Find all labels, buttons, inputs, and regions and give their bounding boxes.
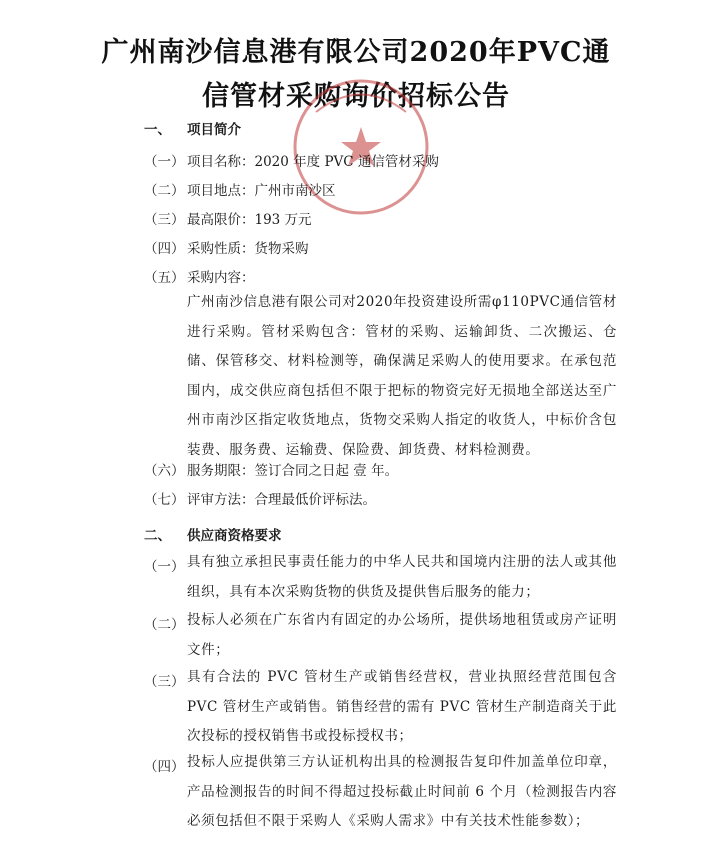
req-3-text: 具有合法的 PVC 管材生产或销售经营权，营业执照经营范围包含 PVC 管材生产或销售。销售经营的需有 PVC 管材生产制造商关于此次投标的授权销售书或投标授权书； (187, 669, 617, 744)
section-2-heading: 供应商资格要求 (187, 528, 282, 544)
req-1-text: 具有独立承担民事责任能力的中华人民共和国境内注册的法人或其他组织，具有本次采购货物的供货及提供售后服务的能力； (187, 554, 617, 600)
req-3-number: （三） (144, 674, 185, 690)
item-project-location: 项目地点：广州市南沙区 (187, 183, 336, 199)
item-1-1-number: （一） (144, 154, 185, 170)
item-service-period: 服务期限：签订合同之日起 壹 年。 (187, 463, 399, 479)
item-project-name: 项目名称：2020 年度 PVC 通信管材采购 (187, 154, 439, 170)
company-seal-stamp (286, 72, 436, 222)
title-line-1: 广州南沙信息港有限公司2020年PVC通 (101, 37, 611, 68)
section-2-number: 二、 (144, 528, 171, 544)
item-procurement-type: 采购性质：货物采购 (187, 241, 309, 257)
req-1-number: （一） (144, 559, 185, 575)
req-4-text: 投标人应提供第三方认证机构出具的检测报告复印件加盖单位印章，产品检测报告的时间不得超过投标截止时间前 6 个月（检测报告内容必须包括但不限于采购人《采购人需求》中有关技术性能参数）； (187, 754, 617, 829)
item-max-price: 最高限价：193 万元 (187, 212, 312, 228)
req-4-number: （四） (144, 759, 185, 775)
title-line-2: 信管材采购询价招标公告 (202, 81, 510, 112)
procurement-content-paragraph: 广州南沙信息港有限公司对2020年投资建设所需φ110PVC通信管材进行采购。管材采购包含：管材的采购、运输卸货、二次搬运、仓储、保管移交、材料检测等，确保满足采购人的使用要求。在承包范围内，成交供应商包括但不限于把标的物资完好无损地全部送达至广州市南沙区指定收货地点，货物交采购人指定的收货人，中标价含包装费、服务费、运输费、保险费、卸货费、材料检测费。 (187, 294, 617, 458)
item-1-6-number: （六） (144, 463, 185, 479)
item-1-5-number: （五） (144, 270, 185, 286)
item-procurement-content: 采购内容： (187, 270, 255, 286)
item-evaluation-method: 评审方法：合理最低价评标法。 (187, 492, 376, 508)
section-1-number: 一、 (144, 122, 171, 138)
item-1-2-number: （二） (144, 183, 185, 199)
req-2-text: 投标人必须在广东省内有固定的办公场所，提供场地租赁或房产证明文件； (187, 612, 617, 658)
section-1-heading: 项目简介 (187, 122, 241, 138)
item-1-7-number: （七） (144, 492, 185, 508)
item-1-4-number: （四） (144, 241, 185, 257)
item-1-3-number: （三） (144, 212, 185, 228)
req-2-number: （二） (144, 617, 185, 633)
